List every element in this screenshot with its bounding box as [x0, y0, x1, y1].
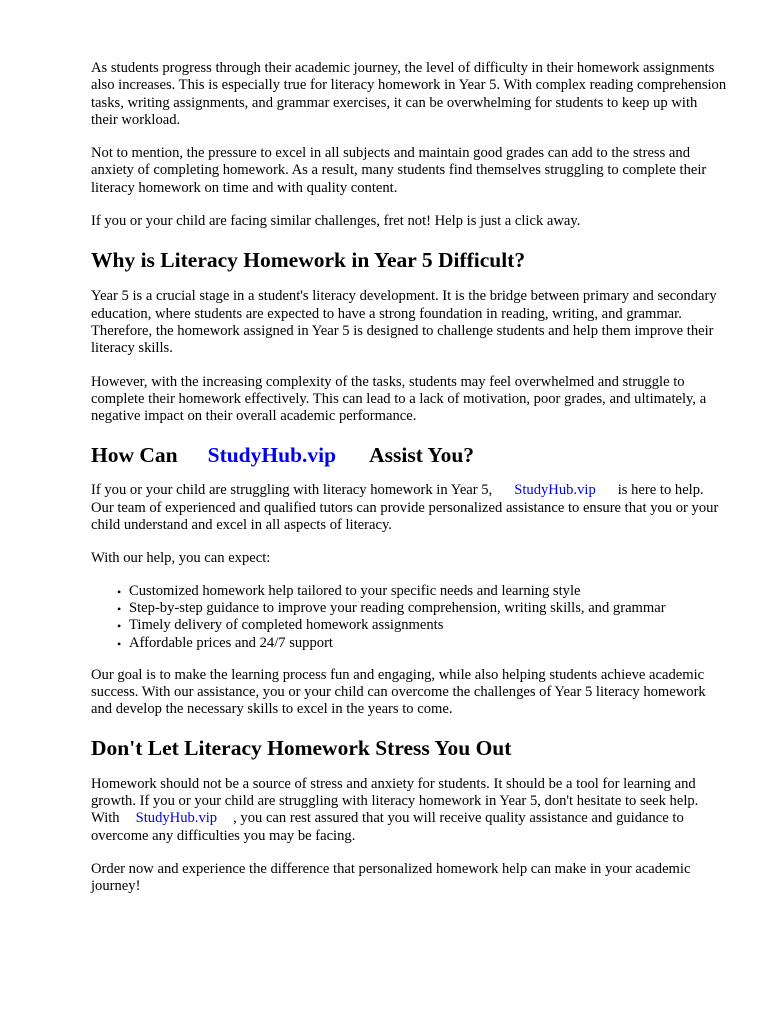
section1-paragraph-2: However, with the increasing complexity of the tasks, students may feel overwhelmed and struggle to complete their homework effectively. This can lead to a lack of motivation, poor grades, and ultimately, a negative impact on their overall academic performance. — [91, 373, 707, 425]
bullet-icon: • — [117, 636, 122, 651]
section2-paragraph-3: Our goal is to make the learning process fun and engaging, while also helping students achieve academic success. With our assistance, you or your child can overcome the challenges of Year 5 literacy homework and develop the necessary skills to excel in the years to come. — [91, 666, 706, 718]
section-heading-dont-let-stress: Don't Let Literacy Homework Stress You Out — [91, 735, 512, 760]
section3-paragraph-1 — [91, 776, 727, 845]
paragraph-text-post: , you can rest assured that you will receive quality assistance and guidance to overcome any difficulties you may be facing. — [91, 810, 684, 844]
studyhub-heading-link[interactable]: StudyHub.vip — [207, 443, 337, 468]
section2-paragraph-1 — [91, 482, 727, 534]
bullet-icon: • — [117, 619, 122, 634]
paragraph-text-pre: If you or your child are struggling with literacy homework in Year 5, — [91, 482, 493, 499]
heading-text-post: Assist You? — [369, 443, 475, 468]
paragraph-text-post: is here to help. Our team of experienced and qualified tutors can provide personalized assistance to ensure that you or your child understand and excel in all aspects of literacy. — [91, 482, 719, 534]
intro-paragraph-2: Not to mention, the pressure to excel in all subjects and maintain good grades can add to the stress and anxiety of completing homework. As a result, many students find themselves struggling to complete their literacy homework on time and with quality content. — [91, 145, 707, 196]
document-page — [91, 60, 727, 896]
section2-paragraph-2: With our help, you can expect: — [91, 550, 271, 567]
bullet-icon: • — [117, 584, 122, 599]
intro-paragraph-3: If you or your child are facing similar challenges, fret not! Help is just a click away. — [91, 213, 581, 230]
studyhub-inline-link[interactable]: StudyHub.vip — [514, 482, 596, 499]
benefits-list — [91, 583, 727, 652]
heading-text-pre: How Can — [91, 443, 178, 468]
list-item — [91, 600, 727, 617]
list-item-text: Timely delivery of completed homework assignments — [129, 617, 444, 634]
section3-paragraph-2: Order now and experience the difference that personalized homework help can make in your academic journey! — [91, 860, 691, 895]
list-item — [91, 617, 727, 634]
section-heading-why-difficult: Why is Literacy Homework in Year 5 Difficult? — [91, 248, 526, 273]
paragraph-text-pre: Homework should not be a source of stress and anxiety for students. It should be a tool for learning and growth. If you or your child are struggling with literacy homework in Year 5, don't hesitate to seek help. With — [91, 775, 699, 827]
intro-paragraph-1: As students progress through their academic journey, the level of difficulty in their homework assignments also increases. This is especially true for literacy homework in Year 5. With complex reading comprehension tasks, writing assignments, and grammar exercises, it can be overwhelming for students to keep up with their workload. — [91, 60, 727, 128]
list-item-text: Step-by-step guidance to improve your reading comprehension, writing skills, and grammar — [129, 599, 666, 616]
list-item-text: Customized homework help tailored to your specific needs and learning style — [129, 582, 581, 599]
list-item — [91, 583, 727, 600]
section1-paragraph-1: Year 5 is a crucial stage in a student's literacy development. It is the bridge between primary and secondary education, where students are expected to have a strong foundation in reading, writing, and grammar. Therefore, the homework assigned in Year 5 is designed to challenge students and help them improve their literacy skills. — [91, 288, 717, 357]
list-item-text: Affordable prices and 24/7 support — [129, 634, 333, 651]
studyhub-inline-link-2[interactable]: StudyHub.vip — [135, 810, 218, 827]
bullet-icon: • — [117, 601, 122, 616]
list-item — [91, 635, 727, 652]
section-heading-how-can-assist — [91, 442, 727, 468]
